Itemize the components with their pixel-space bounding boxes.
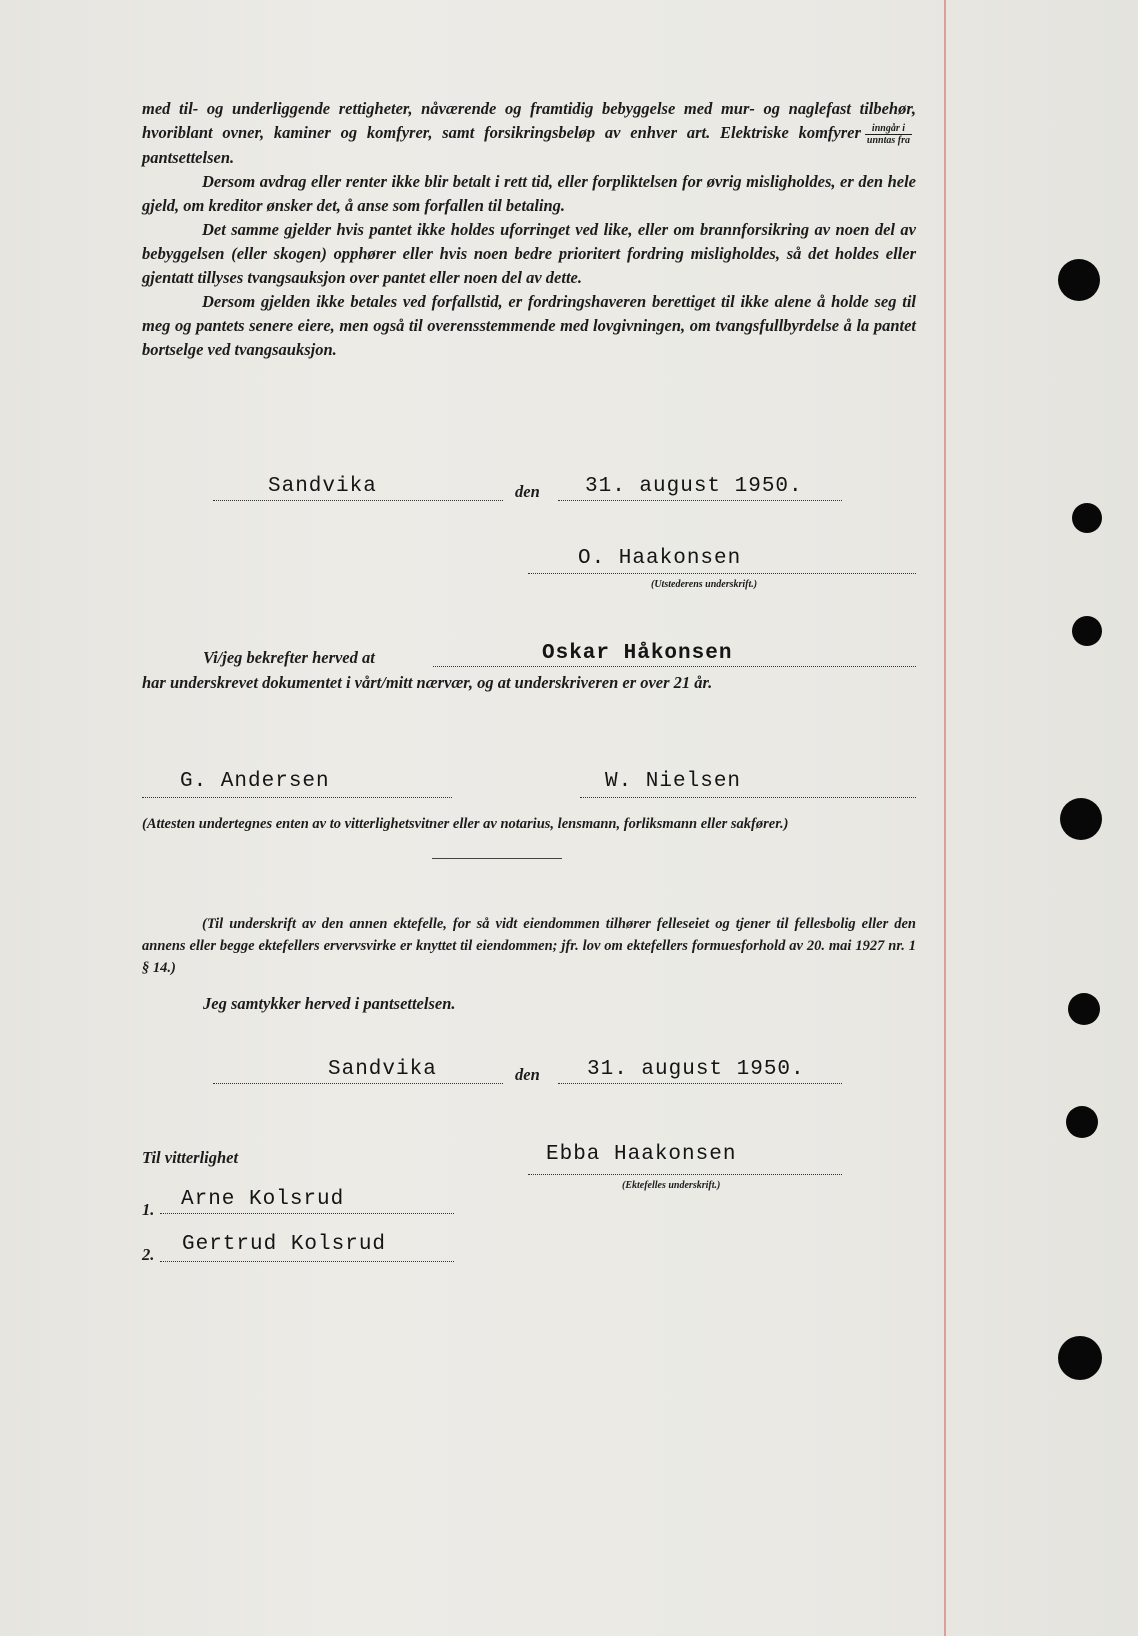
issue-place-line	[213, 500, 503, 501]
witness-2-number: 2.	[142, 1245, 155, 1264]
spouse-date-line	[558, 1083, 842, 1084]
issuer-signature: O. Haakonsen	[578, 547, 742, 570]
terms-paragraph-4: Dersom gjelden ikke betales ved forfallstid, er fordringshaveren berettiget til ikke alene å holde seg til meg og pantets senere eiere, men også til overensstemmende med lovgivningen, om tvangsfullbyrdelse å la pantet bortselge ved tvangsauksjon.	[142, 291, 916, 359]
issuer-caption: (Utstederens underskrift.)	[651, 579, 758, 590]
attest-witness-1: G. Andersen	[180, 770, 330, 793]
spouse-place: Sandvika	[328, 1058, 437, 1081]
issue-place: Sandvika	[268, 475, 377, 498]
attest-name-line	[433, 666, 916, 667]
spouse-signature: Ebba Haakonsen	[546, 1143, 737, 1166]
punch-hole	[1066, 1106, 1098, 1138]
spouse-note: (Til underskrift av den annen ektefelle, for så vidt eiendommen tilhører felleseiet og tjener til fellesbolig eller den annens eller begge ektefellers ervervsvirke er knyttet til eiendommen; jfr. lov om ektefellers formuesforhold av 20. mai 1927 nr. 1 § 14.)	[142, 916, 916, 976]
red-margin-line	[944, 0, 946, 1636]
spouse-consent: Jeg samtykker herved i pantsettelsen.	[203, 994, 456, 1013]
attest-witness-2-line	[580, 797, 916, 798]
witness-2-name: Gertrud Kolsrud	[182, 1233, 387, 1256]
spouse-date: 31. august 1950.	[587, 1058, 805, 1081]
punch-hole	[1058, 1336, 1102, 1380]
attest-line-1: Vi/jeg bekrefter herved at	[203, 648, 375, 667]
attest-witness-2: W. Nielsen	[605, 770, 742, 793]
witness-1-number: 1.	[142, 1200, 155, 1219]
punch-hole	[1060, 798, 1102, 840]
punch-hole	[1068, 993, 1100, 1025]
issuer-signature-line	[528, 573, 916, 574]
witness-label: Til vitterlighet	[142, 1148, 239, 1167]
attest-name: Oskar Håkonsen	[542, 642, 733, 665]
attest-line-2: har underskrevet dokumentet i vårt/mitt nærvær, og at underskriveren er over 21 år.	[142, 673, 713, 692]
issue-den-label: den	[515, 482, 540, 501]
spouse-place-line	[213, 1083, 503, 1084]
witness-2-line	[160, 1261, 454, 1262]
terms-text	[142, 97, 916, 362]
terms-paragraph-1: med til- og underliggende rettigheter, nåværende og framtidig bebyggelse med mur- og naglefast tilbehør, hvoriblant ovner, kaminer og komfyrer, samt forsikringsbeløp av enhver art. Elektriske komfyrer $\frac{\text{inngår i}}{\text{unntas fra}}$ pantsettelsen.	[142, 99, 916, 167]
punch-hole	[1058, 259, 1100, 301]
terms-paragraph-2: Dersom avdrag eller renter ikke blir betalt i rett tid, eller forpliktelsen for øvrig misligholdes, er den hele gjeld, om kreditor ønsker det, å anse som forfallen til betaling.	[142, 171, 916, 215]
spouse-den-label: den	[515, 1065, 540, 1084]
issue-date-line	[558, 500, 842, 501]
punch-hole	[1072, 616, 1102, 646]
witness-1-line	[160, 1213, 454, 1214]
punch-hole	[1072, 503, 1102, 533]
issue-date: 31. august 1950.	[585, 475, 803, 498]
attest-witness-1-line	[142, 797, 452, 798]
spouse-signature-line	[528, 1174, 842, 1175]
terms-paragraph-3: Det samme gjelder hvis pantet ikke holdes uforringet ved like, eller om brannforsikring av noen del av bebyggelsen (eller skogen) opphører eller hvis noen bedre prioritert fordring misligholdes, så det holdes eller gjentatt tillyses tvangsauksjon over pantet eller noen del av dette.	[142, 219, 916, 287]
witness-1-name: Arne Kolsrud	[181, 1188, 345, 1211]
section-divider	[432, 858, 562, 859]
komfyr-fraction: $\frac{\text{inngår i}}{\text{unntas fra}}$	[866, 122, 910, 146]
spouse-caption: (Ektefelles underskrift.)	[622, 1180, 721, 1191]
attest-caption: (Attesten undertegnes enten av to vitterlighetsvitner eller av notarius, lensmann, forliksmann eller sakfører.)	[142, 816, 789, 832]
